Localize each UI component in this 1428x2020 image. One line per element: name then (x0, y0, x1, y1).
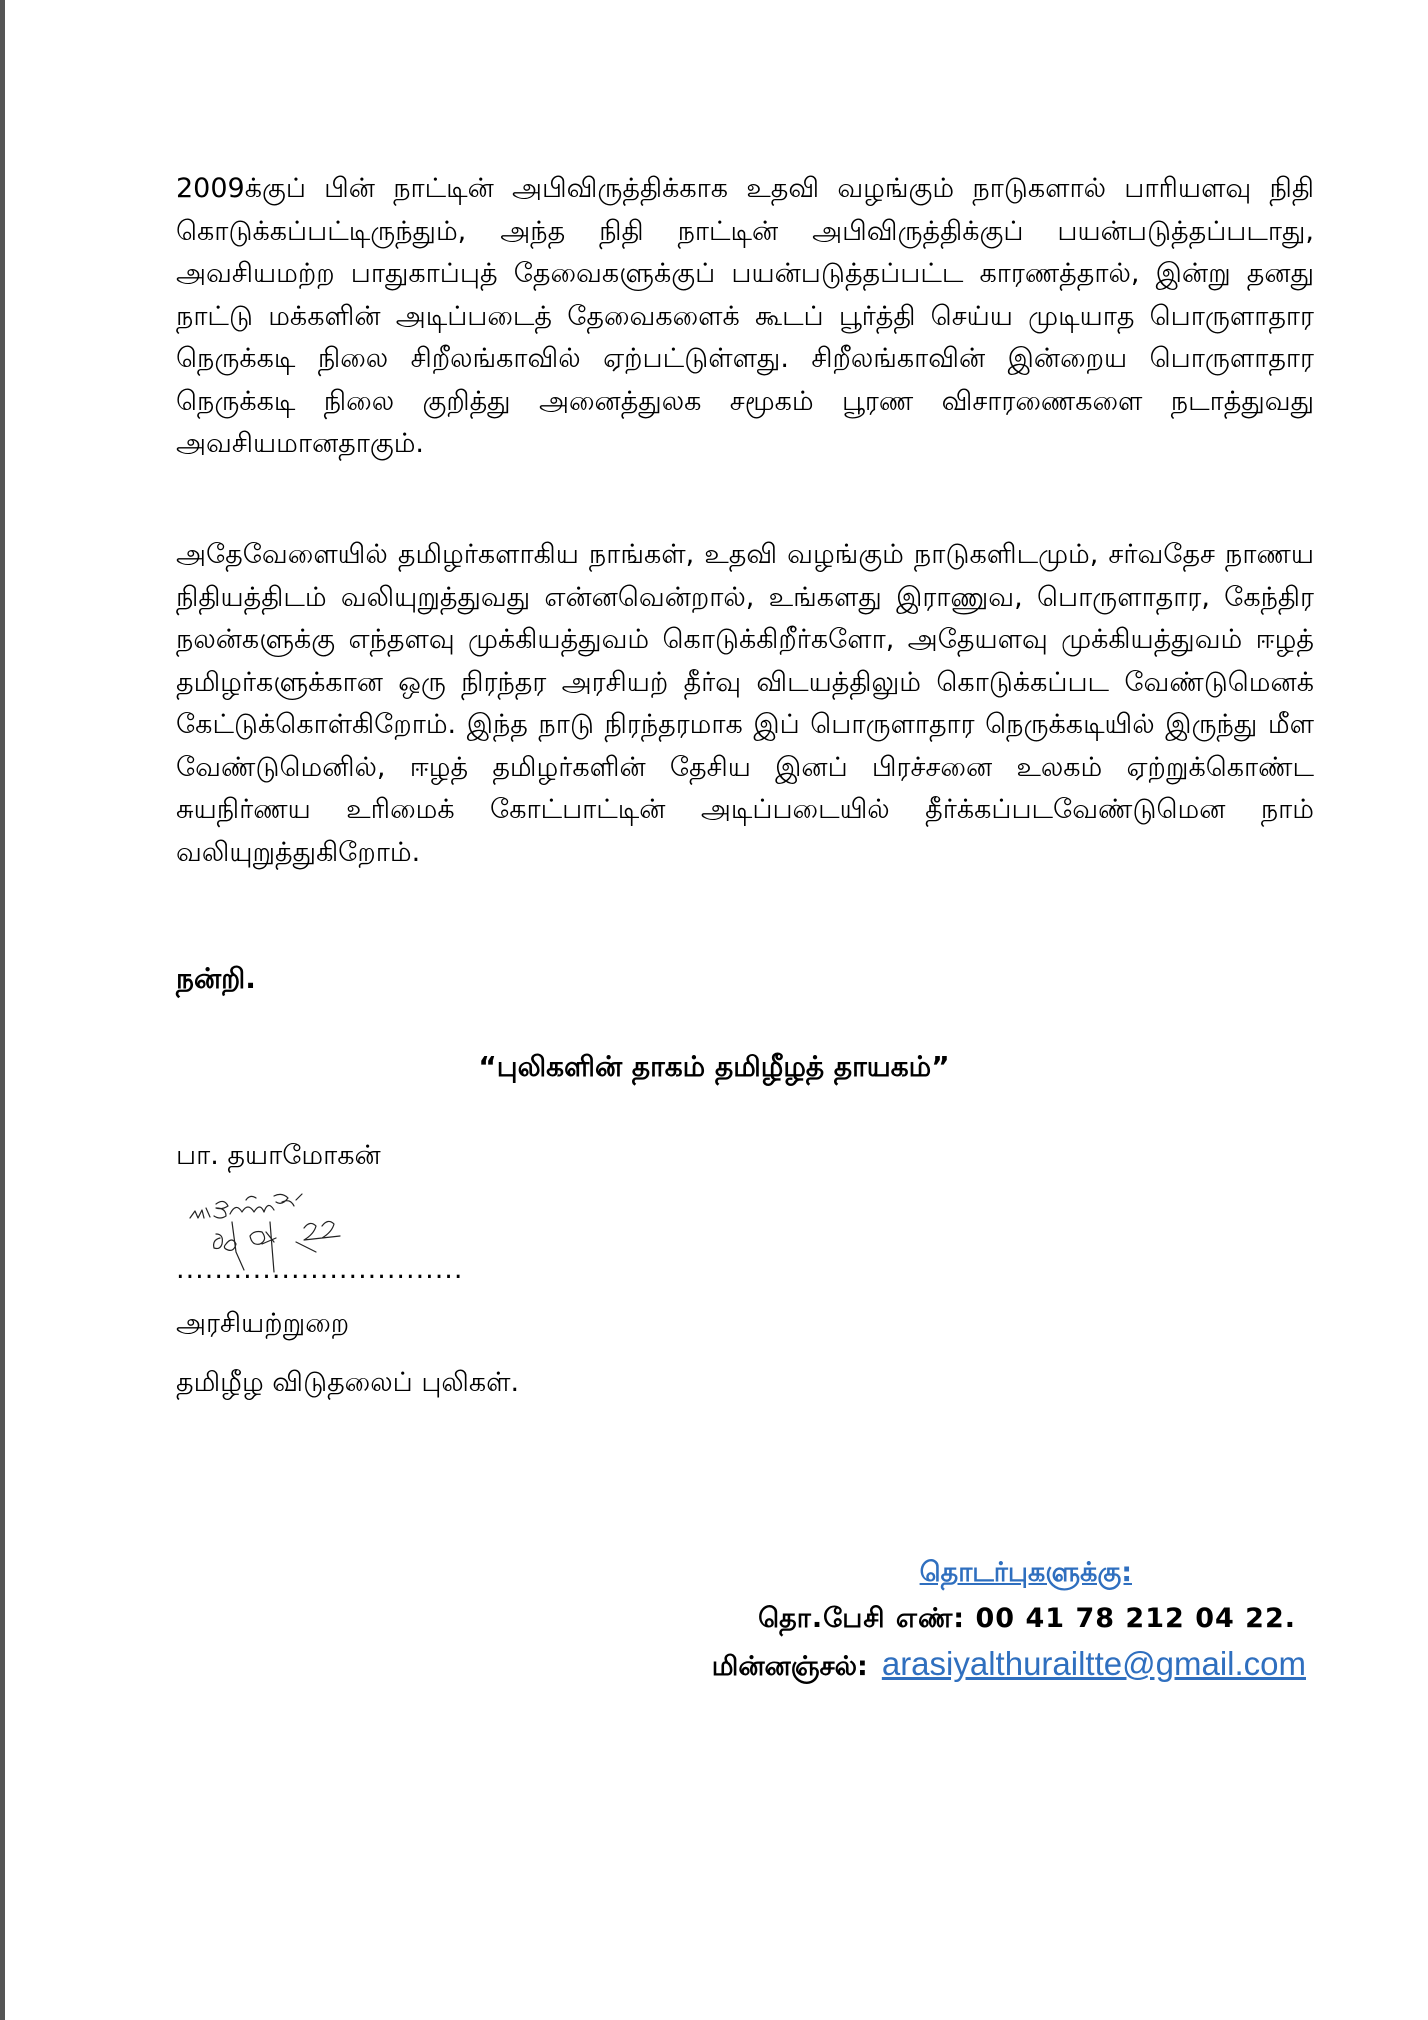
phone-label: தொ.பேசி எண்: (758, 1603, 966, 1634)
contact-heading: தொடர்புகளுக்கு: (919, 1557, 1132, 1588)
organization-name: தமிழீழ விடுதலைப் புலிகள். (176, 1367, 520, 1398)
sender-name: பா. தயாமோகன் (176, 1140, 381, 1171)
phone-number: 00 41 78 212 04 22. (975, 1603, 1296, 1634)
email-line (712, 1642, 1306, 1689)
slogan-text: “புலிகளின் தாகம் தமிழீழத் தாயகம்” (478, 1050, 950, 1083)
phone-line (712, 1596, 1296, 1642)
signature-line: .............................. (176, 1254, 464, 1285)
department-name: அரசியற்றுறை (176, 1308, 350, 1339)
body-paragraph-2: அதேவேளையில் தமிழர்களாகிய நாங்கள், உதவி வழங்கும் நாடுகளிடமும், சர்வதேச நாணய நிதியத்திடம் வலியுறுத்துவது என்னவென்றால், உங்களது இராணுவ, பொருளாதார, கேந்திர நலன்களுக்கு எந்தளவு முக்கியத்துவம் கொடுக்கிறீர்களோ, அதேயளவு முக்கியத்துவம் ஈழத் தமிழர்களுக்கான ஒரு நிரந்தர அரசியற் தீர்வு விடயத்திலும் கொடுக்கப்பட வேண்டுமெனக் கேட்டுக்கொள்கிறோம். இந்த நாடு நிரந்தரமாக இப் பொருளாதார நெருக்கடியில் இருந்து மீள வேண்டுமெனில், ஈழத் தமிழர்களின் தேசிய இனப் பிரச்சனை உலகம் ஏற்றுக்கொண்ட சுயநிர்ணய உரிமைக் கோட்பாட்டின் அடிப்படையில் தீர்க்கப்படவேண்டுமென நாம் வலியுறுத்துகிறோம். (176, 539, 1314, 868)
thanks-text: நன்றி. (176, 962, 256, 995)
email-label: மின்னஞ்சல்: (711, 1651, 868, 1682)
email-link[interactable]: arasiyalthurailtte@gmail.com (881, 1645, 1306, 1682)
body-paragraph-1: 2009க்குப் பின் நாட்டின் அபிவிருத்திக்காக உதவி வழங்கும் நாடுகளால் பாரியளவு நிதி கொடுக்கப்பட்டிருந்தும், அந்த நிதி நாட்டின் அபிவிருத்திக்குப் பயன்படுத்தப்படாது, அவசியமற்ற பாதுகாப்புத் தேவைகளுக்குப் பயன்படுத்தப்பட்ட காரணத்தால், இன்று தனது நாட்டு மக்களின் அடிப்படைத் தேவைகளைக் கூடப் பூர்த்தி செய்ய முடியாத பொருளாதார நெருக்கடி நிலை சிறீலங்காவில் ஏற்பட்டுள்ளது. சிறீலங்காவின் இன்றைய பொருளாதார நெருக்கடி நிலை குறித்து அனைத்துலக சமூகம் பூரண விசாரணைகளை நடாத்துவது அவசியமானதாகும். (176, 173, 1314, 459)
contact-block (711, 1550, 1306, 1689)
